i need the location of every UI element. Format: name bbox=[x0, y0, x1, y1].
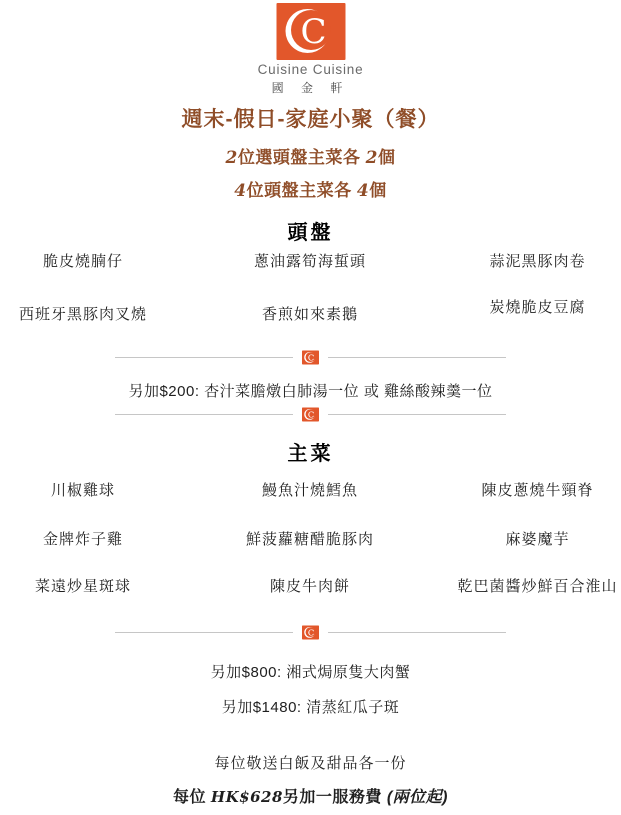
menu-item: 鮮菠蘿糖醋脆豚肉 bbox=[245, 531, 374, 548]
mains-section-header: 主菜 bbox=[287, 443, 334, 465]
mains-row-2 bbox=[0, 528, 621, 549]
subtitle-text: 位頭盤主菜各 bbox=[246, 181, 357, 200]
menu-item: 香煎如來素鵝 bbox=[261, 306, 358, 323]
menu-subtitle-2-persons bbox=[0, 143, 621, 168]
appetizers-row-2 bbox=[0, 299, 621, 324]
svg-text:C: C bbox=[307, 352, 315, 363]
brand-name-english: Cuisine Cuisine bbox=[257, 62, 364, 77]
divider-line bbox=[115, 414, 293, 415]
menu-item: 炭燒脆皮豆腐 bbox=[489, 299, 586, 316]
section-divider bbox=[0, 624, 621, 641]
cuisine-mini-logo-icon bbox=[302, 350, 319, 365]
subtitle-number: 2 bbox=[365, 148, 378, 168]
menu-item: 菜遠炒星斑球 bbox=[34, 578, 131, 595]
menu-item: 麻婆魔芋 bbox=[505, 531, 570, 548]
menu-subtitle-4-persons bbox=[0, 176, 621, 201]
subtitle-number: 4 bbox=[234, 181, 247, 201]
subtitle-number: 4 bbox=[356, 181, 370, 201]
price-minimum-note: (兩位起) bbox=[386, 789, 449, 806]
subtitle-text: 個 bbox=[377, 148, 396, 167]
menu-item: 陳皮蔥燒牛頸脊 bbox=[481, 482, 594, 499]
cuisine-mini-logo-icon bbox=[302, 407, 319, 422]
logo-letter: C bbox=[300, 12, 327, 52]
section-divider bbox=[0, 406, 621, 423]
appetizers-section-header: 頭盤 bbox=[287, 222, 334, 244]
menu-item: 西班牙黑豚肉叉燒 bbox=[18, 306, 147, 323]
menu-item: 蒜泥黑豚肉卷 bbox=[489, 253, 586, 270]
svg-text:C: C bbox=[307, 409, 315, 420]
menu-title: 週末-假日-家庭小聚（餐） bbox=[181, 108, 440, 131]
menu-item: 陳皮牛肉餅 bbox=[269, 578, 350, 595]
price-text: 每位 bbox=[172, 789, 211, 806]
crab-supplement-note: 另加$800: 湘式焗原隻大肉蟹 bbox=[210, 664, 411, 681]
divider-line bbox=[115, 632, 293, 633]
soup-supplement-note: 另加$200: 杏汁菜膽燉白肺湯一位 或 雞絲酸辣羹一位 bbox=[128, 383, 493, 400]
mains-row-3 bbox=[0, 575, 621, 596]
divider-line bbox=[328, 414, 506, 415]
mains-row-1 bbox=[0, 479, 621, 500]
divider-line bbox=[328, 357, 506, 358]
brand-name-chinese: 國 金 軒 bbox=[271, 81, 350, 95]
menu-item: 川椒雞球 bbox=[50, 482, 115, 499]
grouper-supplement-note: 另加$1480: 清蒸紅瓜子斑 bbox=[221, 699, 400, 716]
complimentary-note: 每位敬送白飯及甜品各一份 bbox=[214, 755, 407, 772]
cuisine-cuisine-logo-icon bbox=[276, 3, 345, 65]
price-amount: HK$628 bbox=[210, 788, 283, 806]
divider-line bbox=[328, 632, 506, 633]
svg-text:C: C bbox=[307, 627, 315, 638]
section-divider bbox=[0, 349, 621, 366]
price-text: 另加一服務費 bbox=[282, 789, 387, 806]
menu-item: 鰻魚汁燒鱈魚 bbox=[261, 482, 358, 499]
price-per-person-line bbox=[0, 784, 621, 807]
menu-item: 蔥油露筍海蜇頭 bbox=[253, 253, 366, 270]
cuisine-mini-logo-icon bbox=[302, 625, 319, 640]
subtitle-text: 個 bbox=[369, 181, 387, 200]
menu-item: 金牌炸子雞 bbox=[42, 531, 123, 548]
divider-line bbox=[115, 357, 293, 358]
subtitle-number: 2 bbox=[225, 148, 238, 168]
menu-item: 乾巴菌醬炒鮮百合淮山 bbox=[457, 578, 618, 595]
appetizers-row-1 bbox=[0, 250, 621, 271]
menu-item: 脆皮燒腩仔 bbox=[42, 253, 123, 270]
subtitle-text: 位選頭盤主菜各 bbox=[237, 148, 366, 167]
